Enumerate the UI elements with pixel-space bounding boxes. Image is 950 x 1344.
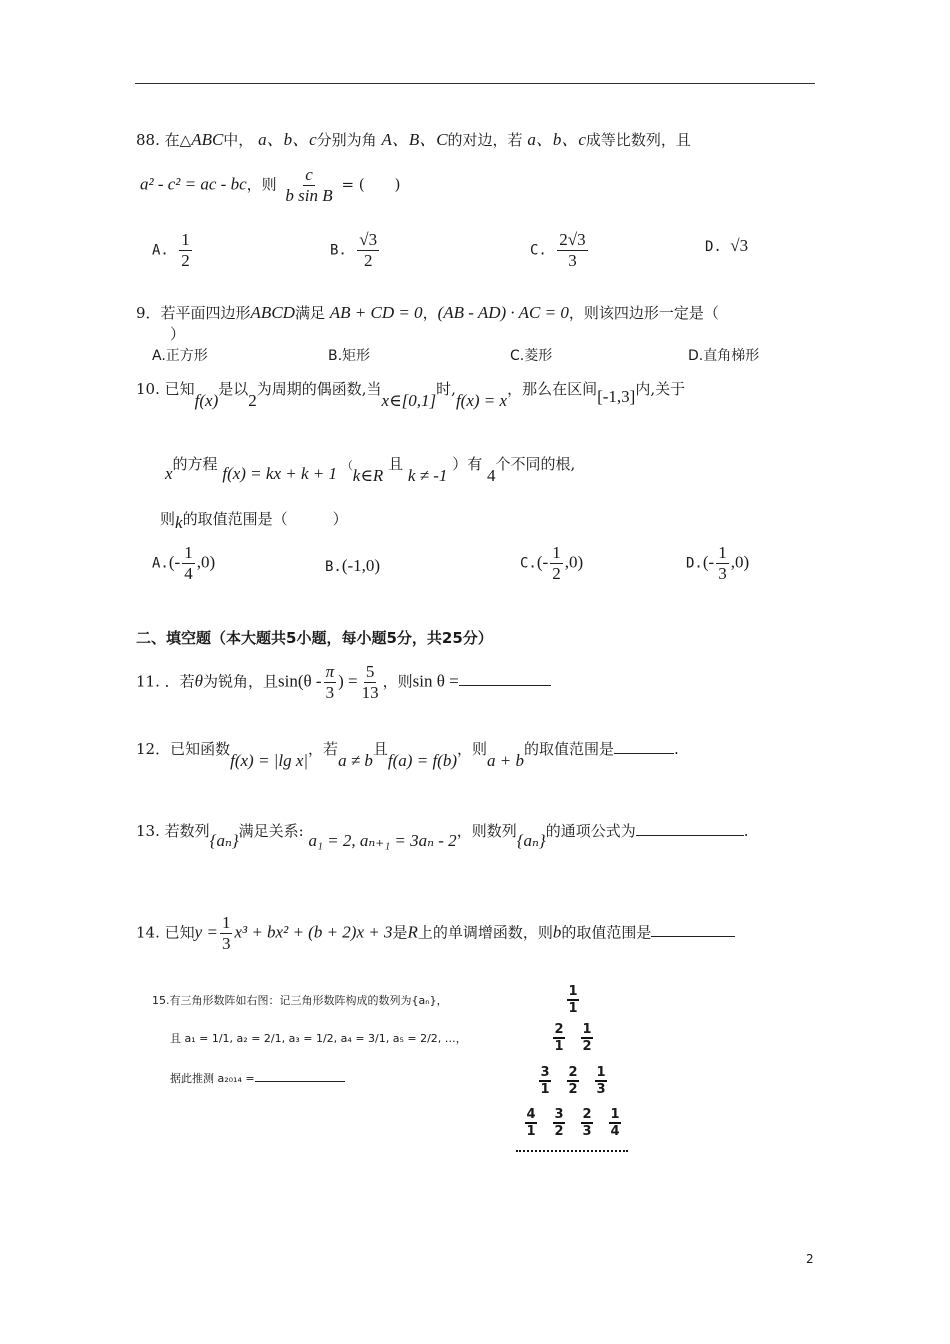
q11-text2: 为锐角，且 xyxy=(203,672,279,691)
q11-pi-d: 3 xyxy=(325,682,335,702)
q14-frac xyxy=(220,913,233,954)
triangle-denominator: 1 xyxy=(554,1039,564,1055)
triangle-fraction xyxy=(552,1023,566,1055)
q10-kr: k∈R xyxy=(352,466,384,485)
q12-apb: a + b xyxy=(487,751,524,770)
q11-theta: θ xyxy=(194,671,204,691)
triangle-denominator: 2 xyxy=(582,1039,592,1055)
q15-answer-blank[interactable] xyxy=(255,1071,345,1082)
q10-opt-a-pre: (- xyxy=(168,552,181,572)
q88-opt-c-d: 3 xyxy=(568,250,577,270)
q88-opt-d-label: D. xyxy=(705,239,722,255)
q88-option-b[interactable] xyxy=(330,230,381,271)
q11-pi-n: π xyxy=(325,662,335,681)
q13-relation: a₁ = 2, aₙ₊₁ = 3aₙ - 2 xyxy=(308,831,457,850)
q13-an2: {aₙ} xyxy=(516,831,546,850)
q12-end: . xyxy=(674,740,679,758)
q10-text8: 个不同的根, xyxy=(495,455,576,473)
section-heading: 二、填空题（本大题共5小题，每小题5分，共25分） xyxy=(136,629,493,647)
q88-text1: 在△ xyxy=(164,131,192,149)
triangle-numerator: 3 xyxy=(539,1066,550,1082)
q10-paren-close: ）有 xyxy=(452,455,483,473)
triangle-numerator: 2 xyxy=(567,1066,578,1082)
q13-an: {aₙ} xyxy=(209,831,239,850)
triangle-row xyxy=(538,1066,608,1098)
q10-opt-b-value: (-1,0) xyxy=(341,556,381,575)
q88-option-a[interactable] xyxy=(152,230,194,271)
q12-fa: f(a) = f(b) xyxy=(387,751,457,770)
triangle-fraction xyxy=(608,1108,622,1140)
header-rule xyxy=(135,83,815,84)
triangle-denominator: 1 xyxy=(568,1001,578,1017)
q88-opt-b-n: √3 xyxy=(359,230,378,249)
q11-pi-frac xyxy=(324,662,337,703)
triangle-denominator: 2 xyxy=(554,1124,564,1140)
q11-answer-blank[interactable] xyxy=(459,671,551,686)
q88-opt-a-label: A. xyxy=(152,242,169,259)
triangle-denominator: 1 xyxy=(526,1124,536,1140)
q10-opt-a-d: 4 xyxy=(184,563,193,583)
q15-line3 xyxy=(170,1070,345,1086)
q11-text3: ，则 xyxy=(382,672,413,691)
q88-opt-a-frac xyxy=(179,230,192,271)
q13-answer-blank[interactable] xyxy=(636,821,744,836)
q9-text1: 9．若平面四边形 xyxy=(136,304,251,322)
q10-opt-d-frac xyxy=(716,543,729,584)
q12-ab: a ≠ b xyxy=(338,751,373,770)
q88-opt-c-label: C. xyxy=(530,242,547,259)
q12-answer-blank[interactable] xyxy=(614,739,674,754)
triangle-denominator: 4 xyxy=(610,1124,620,1140)
q88-number: 88. xyxy=(136,131,160,149)
q88-angles: A、B、C xyxy=(381,130,448,149)
triangle-denominator: 1 xyxy=(540,1082,550,1098)
q10-k: k xyxy=(175,513,183,532)
q88-text5: 成等比数列，且 xyxy=(585,131,691,149)
q9-option-d[interactable]: D.直角梯形 xyxy=(688,348,760,364)
q14-frac-n: 1 xyxy=(221,913,231,932)
q88-line2 xyxy=(140,165,400,206)
triangle-denominator: 3 xyxy=(596,1082,606,1098)
q11-ratio-n: 5 xyxy=(365,662,375,681)
q14-R: R xyxy=(407,922,418,942)
triangle-numerator: 4 xyxy=(525,1108,536,1124)
q10-text5: ，那么在区间 xyxy=(507,380,598,398)
q9-text2: 满足 xyxy=(294,304,325,322)
q10-four: 4 xyxy=(487,466,496,485)
q88-line1 xyxy=(136,125,691,150)
q10-text4: 时, xyxy=(436,380,456,398)
q12-text1: 已知函数 xyxy=(170,740,231,758)
q12-number: 12． xyxy=(136,740,171,758)
q12-fx: f(x) = |lg x| xyxy=(230,751,309,770)
q13-text3: ，则数列 xyxy=(456,822,517,840)
q10-text6: 内,关于 xyxy=(635,380,686,398)
q15-line1: 15.有三角形数阵如右图：记三角形数阵构成的数列为{aₙ}， xyxy=(152,994,448,1007)
q88-option-d[interactable] xyxy=(705,236,748,256)
q88-text3: 分别为角 xyxy=(316,131,377,149)
triangle-numerator: 1 xyxy=(567,985,578,1001)
triangle-row xyxy=(524,1108,622,1140)
triangle-denominator: 3 xyxy=(582,1124,592,1140)
triangle-numerator: 2 xyxy=(553,1023,564,1039)
q11-line xyxy=(136,662,551,703)
q10-opt-d-post: ,0) xyxy=(730,552,750,572)
q14-y-post: x³ + bx² + (b + 2)x + 3 xyxy=(234,922,393,942)
q13-line xyxy=(136,820,749,850)
q10-opt-a-post: ,0) xyxy=(196,552,216,572)
q9-option-a[interactable]: A.正方形 xyxy=(152,348,208,364)
q12-text4: 的取值范围是 xyxy=(523,740,614,758)
q11-ratio-d: 13 xyxy=(361,682,379,702)
q10-text2: 是以 xyxy=(218,380,249,398)
q10-opt-a-frac xyxy=(182,543,195,584)
q9-quad: ABCD xyxy=(250,303,295,322)
q10-opt-c-pre: (- xyxy=(536,552,549,572)
q10-text7: 的方程 xyxy=(172,455,218,473)
q88-frac-den: b sin B xyxy=(285,185,333,205)
q11-text1: ．若 xyxy=(164,672,195,691)
q10-opt-c-frac xyxy=(550,543,563,584)
q10-text3: 为周期的偶函数,当 xyxy=(256,380,382,398)
q88-opt-c-frac xyxy=(557,230,587,271)
q10-opt-d-n: 1 xyxy=(718,543,727,562)
q15-line2: 且 a₁ = 1/1, a₂ = 2/1, a₃ = 1/2, a₄ = 3/1, a₅ = 2/2, …， xyxy=(170,1032,467,1045)
triangle-numerator: 2 xyxy=(581,1108,592,1124)
q10-opt-a-label: A. xyxy=(152,555,169,572)
triangle-fraction xyxy=(580,1108,594,1140)
q14-y-pre: y = xyxy=(194,922,218,942)
q10-opt-a-n: 1 xyxy=(184,543,193,562)
q88-text4: 的对边，若 xyxy=(447,131,523,149)
triangle-fraction xyxy=(524,1108,538,1140)
triangle-row xyxy=(566,985,580,1017)
q10-x: x xyxy=(165,464,173,483)
q9-text3: ，则该四边形一定是（ xyxy=(568,304,719,322)
q11-number: 11. xyxy=(136,672,160,691)
q10-interval: [-1,3] xyxy=(597,387,636,406)
q88-triangle: ABC xyxy=(191,130,224,149)
q14-text2: 是 xyxy=(392,923,408,942)
q10-opt-c-post: ,0) xyxy=(564,552,584,572)
q88-opt-b-frac xyxy=(357,230,379,271)
q88-fraction xyxy=(283,165,334,206)
q88-opt-a-d: 2 xyxy=(181,250,190,270)
triangle-numerator: 1 xyxy=(581,1023,592,1039)
page-number: 2 xyxy=(806,1252,814,1266)
q14-frac-d: 3 xyxy=(221,933,231,953)
q88-text6: ，则 xyxy=(246,175,277,194)
q15-line3-text: 据此推测 a₂₀₁₄ = xyxy=(170,1072,255,1085)
q14-text4: 的取值范围是 xyxy=(561,923,652,942)
q10-option-d[interactable] xyxy=(686,543,749,584)
q11-ratio-frac xyxy=(360,662,381,703)
q9-sep: ， xyxy=(422,304,438,322)
q10-text1: 已知 xyxy=(164,380,195,398)
q10-opt-c-d: 2 xyxy=(552,563,561,583)
q10-opt-d-d: 3 xyxy=(718,563,727,583)
q10-option-b[interactable] xyxy=(325,556,380,576)
q88-equals: = ( ) xyxy=(341,175,401,194)
triangle-denominator: 2 xyxy=(568,1082,578,1098)
triangle-numerator: 3 xyxy=(553,1108,564,1124)
q13-text2: 满足关系: xyxy=(238,822,304,840)
triangle-numerator: 1 xyxy=(595,1066,606,1082)
q10-text10: 的取值范围是（ ） xyxy=(182,510,348,528)
q10-fxx: f(x) = x xyxy=(455,391,508,410)
q88-sides2: a、b、c xyxy=(527,130,586,149)
q88-option-c[interactable] xyxy=(530,230,590,271)
q10-opt-d-pre: (- xyxy=(702,552,715,572)
q88-opt-c-n: 2√3 xyxy=(559,230,586,249)
triangle-fraction xyxy=(594,1066,608,1098)
triangle-fraction xyxy=(538,1066,552,1098)
q10-opt-c-label: C. xyxy=(520,555,537,572)
q88-opt-b-label: B. xyxy=(330,242,347,259)
q14-text3: 上的单调增函数，则 xyxy=(417,923,553,942)
q10-paren-open: （ xyxy=(341,459,353,472)
q13-end: . xyxy=(743,822,749,840)
q10-two: 2 xyxy=(248,391,257,410)
q88-frac-num: c xyxy=(305,165,313,184)
triangle-numerator: 1 xyxy=(609,1108,620,1124)
q14-b: b xyxy=(552,922,562,942)
q9-cond1: AB + CD = 0 xyxy=(329,303,423,322)
q10-kne: k ≠ -1 xyxy=(407,466,448,485)
q12-line xyxy=(136,738,679,770)
q10-option-c[interactable] xyxy=(520,543,583,584)
q9-line1 xyxy=(136,302,719,323)
q10-line2 xyxy=(165,453,576,485)
q88-opt-b-d: 2 xyxy=(363,250,373,270)
q14-text1: 已知 xyxy=(164,923,195,942)
q88-condition: a² - c² = ac - bc xyxy=(140,174,247,194)
triangle-fraction xyxy=(566,985,580,1017)
q10-fx: f(x) xyxy=(194,391,219,410)
triangle-continuation-dots xyxy=(516,1150,628,1152)
q10-opt-d-label: D. xyxy=(686,555,703,572)
q10-and: 且 xyxy=(388,455,404,473)
q88-opt-a-n: 1 xyxy=(181,230,190,249)
triangle-fraction xyxy=(566,1066,580,1098)
q10-opt-b-label: B. xyxy=(325,559,342,575)
q11-sin-post: ) = xyxy=(338,671,358,691)
triangle-row xyxy=(552,1023,594,1055)
q9-cond2: (AB - AD) · AC = 0 xyxy=(437,303,569,322)
q13-text1: 若数列 xyxy=(164,822,210,840)
q12-and: 且 xyxy=(372,740,388,758)
q10-equation: f(x) = kx + k + 1 xyxy=(222,464,337,483)
q10-line3 xyxy=(160,508,348,532)
triangle-fraction xyxy=(580,1023,594,1055)
q12-text3: ，则 xyxy=(456,740,487,758)
q14-number: 14. xyxy=(136,923,160,942)
triangle-fraction xyxy=(552,1108,566,1140)
q9-option-c[interactable]: C.菱形 xyxy=(510,348,553,364)
q10-option-a[interactable] xyxy=(152,543,215,584)
q10-text9: 则 xyxy=(160,510,176,528)
q13-text4: 的通项公式为 xyxy=(545,822,636,840)
q11-sin-theta: sin θ = xyxy=(412,671,459,691)
q14-answer-blank[interactable] xyxy=(651,922,735,937)
q9-option-b[interactable]: B.矩形 xyxy=(328,348,371,364)
q13-number: 13. xyxy=(136,822,160,840)
q10-domain: x∈[0,1] xyxy=(381,391,437,410)
q10-line1 xyxy=(136,378,686,410)
q12-text2: ，若 xyxy=(308,740,339,758)
q14-line xyxy=(136,913,735,954)
q11-sin-pre: sin(θ - xyxy=(278,671,322,691)
q88-sides: a、b、c xyxy=(258,130,317,149)
q9-close: ） xyxy=(170,325,186,343)
q88-opt-d-value: √3 xyxy=(730,236,749,255)
q10-opt-c-n: 1 xyxy=(552,543,561,562)
q10-number: 10. xyxy=(136,380,160,398)
q88-text2: 中， xyxy=(223,131,254,149)
